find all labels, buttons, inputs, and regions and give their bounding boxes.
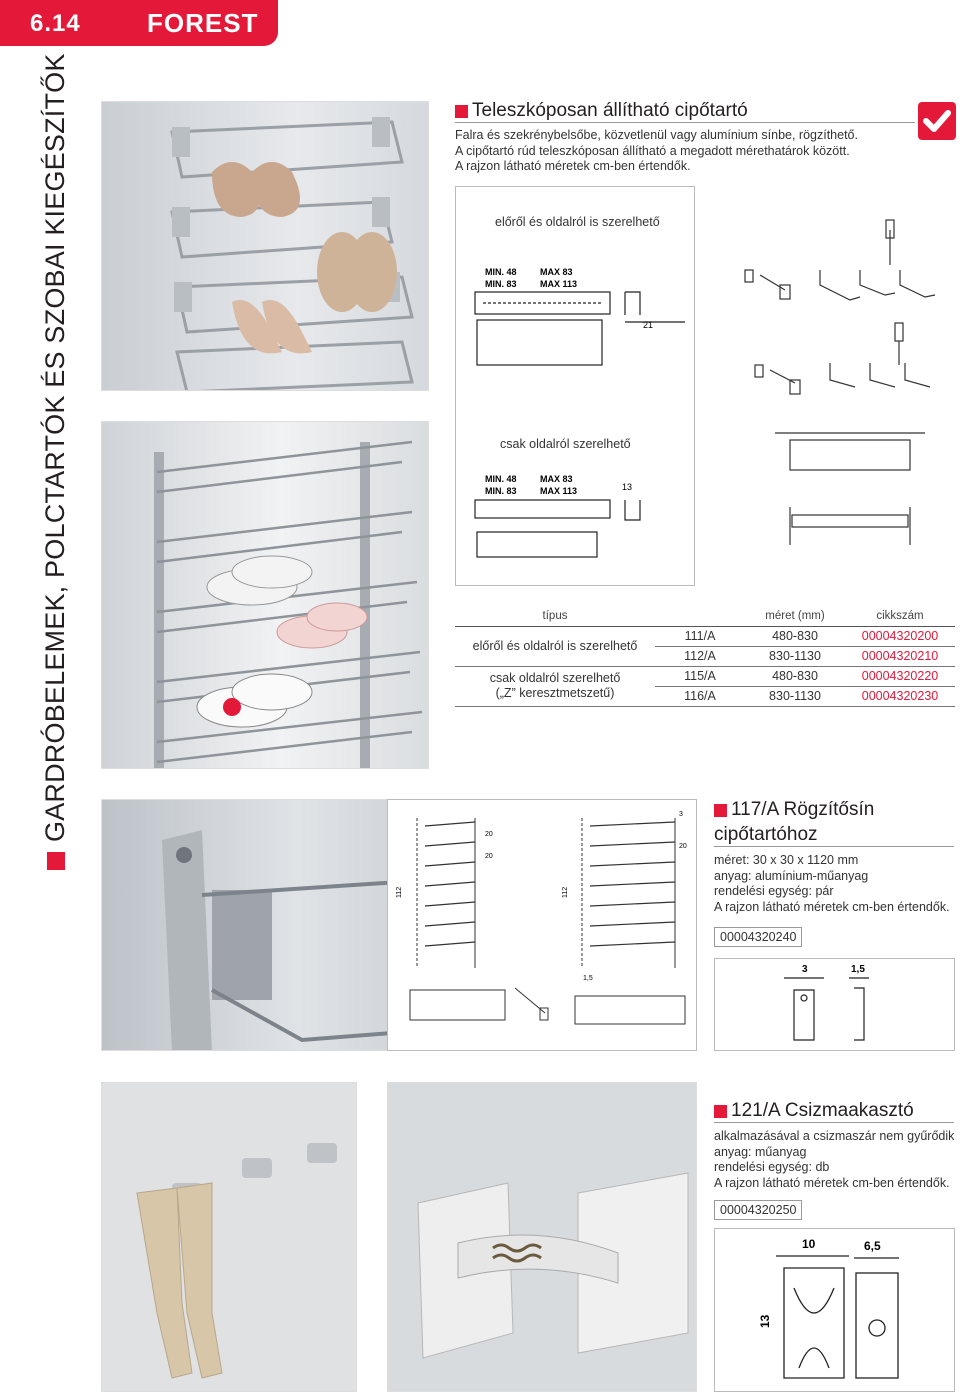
red-square-icon <box>47 852 65 870</box>
mount-illustration <box>102 800 429 1051</box>
title-underline <box>455 122 915 123</box>
rail-profile-drawing <box>714 958 955 1051</box>
photo-mount-closeup <box>101 799 429 1051</box>
red-square-icon <box>714 804 727 817</box>
svg-text:13: 13 <box>758 1314 772 1328</box>
svg-text:MIN. 48: MIN. 48 <box>485 474 517 484</box>
svg-text:MAX 113: MAX 113 <box>540 279 578 289</box>
svg-text:1,5: 1,5 <box>583 975 593 982</box>
svg-text:20: 20 <box>485 831 493 838</box>
title-underline <box>714 1122 954 1123</box>
svg-text:MIN. 48: MIN. 48 <box>485 267 517 277</box>
svg-text:MAX 113: MAX 113 <box>540 486 578 496</box>
section3-specs: alkalmazásával a csizmaszár nem gyűrődik anyag: műanyag rendelési egység: db A rajzon látható méretek cm-ben értendők. <box>714 1129 955 1190</box>
brand-logo: FOREST <box>147 8 259 38</box>
title-underline <box>714 846 954 847</box>
svg-text:3: 3 <box>802 964 808 975</box>
type-cell: előről és oldalról is szerelhető <box>455 626 655 666</box>
checkmark-icon <box>918 102 956 140</box>
drawing-side-mount <box>465 470 690 565</box>
hanger-closeup-illustration <box>388 1083 697 1392</box>
section-title-rail: 117/A Rögzítősín <box>714 799 874 821</box>
table-row: előről és oldalról is szerelhető 111/A 480-830 00004320200 <box>455 626 955 646</box>
shoe-rack-illustration-2 <box>102 422 429 769</box>
svg-text:3: 3 <box>679 811 683 818</box>
page-number: 6.14 <box>30 10 81 37</box>
boot-hanger-drawing <box>714 1228 955 1392</box>
col-model <box>655 607 745 626</box>
svg-text:1,5: 1,5 <box>851 964 865 975</box>
photo-shoe-rack-wall <box>101 101 429 391</box>
svg-text:112: 112 <box>562 886 569 898</box>
svg-text:MAX 83: MAX 83 <box>540 474 573 484</box>
rail-drawing <box>395 808 690 1048</box>
spec-table <box>455 607 955 707</box>
section1-description: Falra és szekrénybelsőbe, közvetlenül vagy alumínium sínbe, rögzíthető. A cipőtartó rúd teleszkóposan állítható a megadott mérethatárok között. A rajzon látható méretek cm-ben értendők. <box>455 128 858 173</box>
shoe-rack-illustration-1 <box>102 102 429 391</box>
svg-text:13: 13 <box>622 482 633 492</box>
side-category-title: GARDRÓBELEMEK, POLCTARTÓK ÉS SZOBAI KIEGÉSZÍTŐK <box>40 53 71 870</box>
section-title-rail-line2: cipőtartóhoz <box>714 824 818 845</box>
type-cell: csak oldalról szerelhető („Z” keresztmetszetű) <box>455 666 655 706</box>
svg-text:6,5: 6,5 <box>864 1239 881 1253</box>
section-title-boot-hanger: 121/A Csizmaakasztó <box>714 1100 914 1122</box>
boots-illustration <box>102 1083 357 1392</box>
photo-shoe-rack-sneakers <box>101 421 429 769</box>
svg-text:20: 20 <box>485 853 493 860</box>
label-front-and-side: előről és oldalról is szerelhető <box>495 215 660 229</box>
section-title-shoe-rack: Teleszkóposan állítható cipőtartó <box>455 100 748 122</box>
svg-text:112: 112 <box>396 886 403 898</box>
svg-text:20: 20 <box>679 843 687 850</box>
red-square-icon <box>455 105 468 118</box>
product-code: 00004320250 <box>714 1200 802 1220</box>
svg-text:MAX 83: MAX 83 <box>540 267 573 277</box>
svg-text:MIN. 83: MIN. 83 <box>485 486 517 496</box>
table-row: 112/A 830-1130 00004320210 <box>455 646 955 666</box>
col-code: cikkszám <box>845 607 955 626</box>
photo-boot-hanger <box>101 1082 357 1392</box>
photo-boot-hanger-closeup <box>387 1082 697 1392</box>
drawing-installation-steps <box>730 215 955 575</box>
label-side-only: csak oldalról szerelhető <box>500 437 631 451</box>
drawing-front-mount <box>465 260 690 375</box>
svg-text:21: 21 <box>643 320 654 330</box>
table-row: csak oldalról szerelhető („Z” keresztmetszetű) 115/A 480-830 00004320220 <box>455 666 955 686</box>
col-size: méret (mm) <box>745 607 845 626</box>
section2-specs: méret: 30 x 30 x 1120 mm anyag: alumínium-műanyag rendelési egység: pár A rajzon látható méretek cm-ben értendők. <box>714 853 950 914</box>
table-row: 116/A 830-1130 00004320230 <box>455 686 955 706</box>
page-header-tab <box>0 0 278 46</box>
svg-text:MIN. 83: MIN. 83 <box>485 279 517 289</box>
product-code: 00004320240 <box>714 927 802 947</box>
red-square-icon <box>714 1105 727 1118</box>
svg-text:10: 10 <box>802 1237 816 1251</box>
col-type: típus <box>455 607 655 626</box>
